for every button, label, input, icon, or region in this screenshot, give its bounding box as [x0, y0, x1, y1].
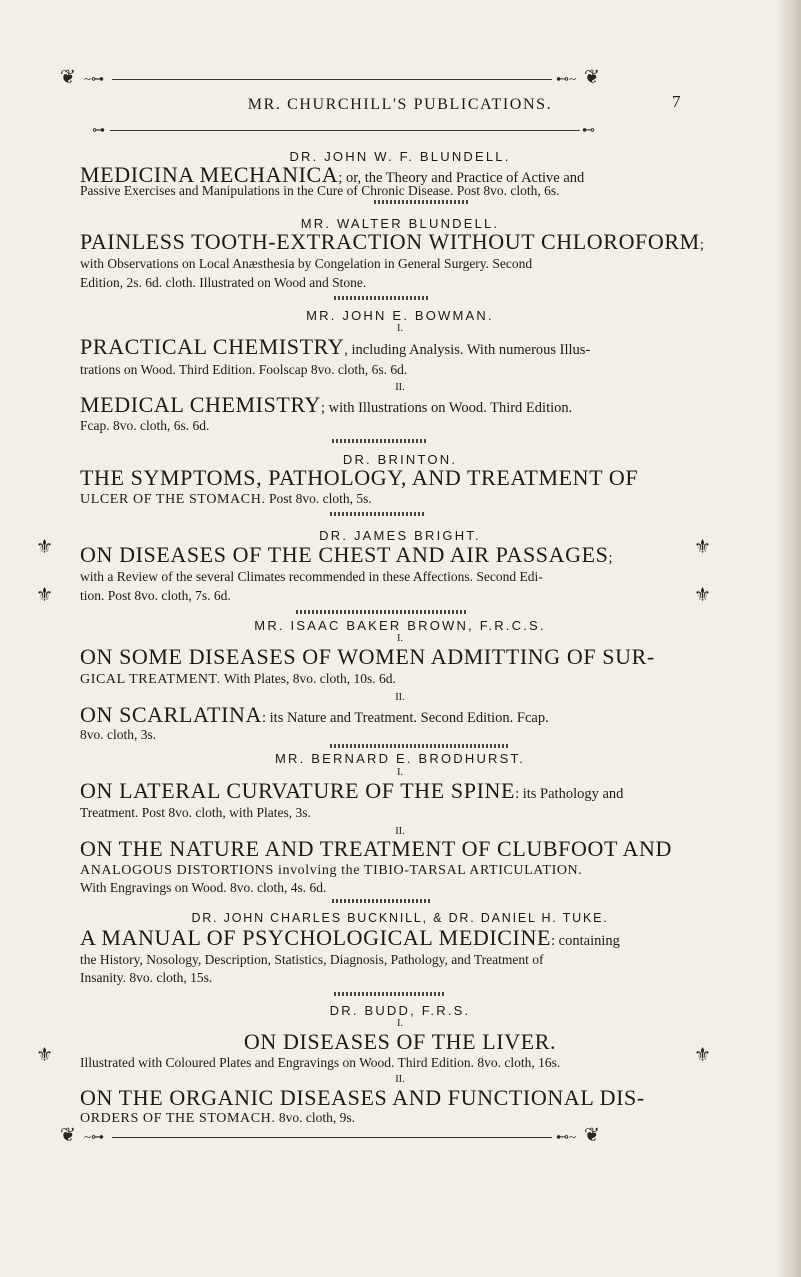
entry-line: [80, 334, 590, 360]
rule-flourish: ⊷: [582, 122, 595, 137]
book-description: trations on Wood. Third Edition. Foolscap 8vo. cloth, 6s. 6d.: [80, 362, 408, 377]
entry-line: [80, 229, 704, 255]
entry-line: [80, 418, 209, 434]
entry-line: [80, 1110, 355, 1127]
entry-line: [80, 1085, 645, 1111]
book-title: ON SOME DISEASES OF WOMEN ADMITTING OF SUR-: [80, 644, 655, 669]
book-description: ;: [608, 550, 613, 566]
separator-rule: [334, 992, 446, 996]
book-title: ON THE ORGANIC DISEASES AND FUNCTIONAL DIS-: [80, 1085, 645, 1110]
entry-line: [80, 588, 231, 604]
author-heading: MR. ISAAC BAKER BROWN, F.R.C.S.: [254, 618, 546, 633]
entry-line: [80, 542, 613, 568]
book-description: Passive Exercises and Manipulations in the Cure of Chronic Disease. Post 8vo. cloth, 6s.: [80, 183, 560, 198]
book-description: ; with Illustrations on Wood. Third Edition.: [321, 400, 573, 416]
rule-flourish: ⊷~: [556, 71, 577, 86]
corner-ornament: ❦: [60, 1125, 76, 1146]
separator-rule: [330, 512, 426, 516]
volume-numeral: I.: [396, 323, 404, 334]
entry-line: [80, 362, 407, 378]
book-description: : its Pathology and: [515, 786, 624, 802]
author-heading: MR. JOHN E. BOWMAN.: [306, 308, 494, 323]
author-heading: MR. WALTER BLUNDELL.: [300, 216, 500, 231]
entry-line: [80, 275, 366, 291]
corner-ornament: ❦: [584, 1125, 600, 1146]
book-title: ON DISEASES OF THE CHEST AND AIR PASSAGES: [80, 542, 609, 567]
book-title: ON LATERAL CURVATURE OF THE SPINE: [80, 778, 516, 803]
running-header: MR. CHURCHILL'S PUBLICATIONS.: [247, 96, 553, 113]
rule-flourish: ⊷~: [556, 1129, 577, 1144]
volume-numeral: II.: [395, 382, 405, 393]
entry-line: [80, 862, 582, 879]
entry-line: [80, 644, 655, 670]
book-description: with a Review of the several Climates recommended in these Affections. Second Edi-: [80, 569, 543, 584]
book-description: : its Nature and Treatment. Second Edition. Fcap.: [261, 710, 549, 726]
volume-numeral: II.: [395, 692, 405, 703]
entry-line: [80, 256, 532, 272]
entry-line: [80, 805, 311, 821]
book-description: : containing: [551, 933, 620, 949]
book-description: With Engravings on Wood. 8vo. cloth, 4s. 6d.: [80, 880, 327, 895]
book-description: , including Analysis. With numerous Illus-: [344, 342, 591, 358]
book-subtitle: ORDERS OF THE STOMACH.: [80, 1111, 276, 1126]
book-title: MEDICINA MECHANICA: [80, 162, 339, 187]
book-description: Illustrated with Coloured Plates and Engravings on Wood. Third Edition. 8vo. cloth, 16s.: [80, 1055, 561, 1070]
rule-flourish: ~⊶: [84, 71, 105, 86]
entry-line: [80, 836, 672, 862]
page-number: 7: [672, 92, 681, 111]
book-description: Treatment. Post 8vo. cloth, with Plates, 3s.: [80, 805, 311, 820]
rule-flourish: ⊶: [92, 122, 105, 137]
side-ornament: ⚜: [694, 1045, 712, 1066]
entry-line: [80, 491, 372, 508]
entry-line: [80, 880, 326, 896]
entry-line: [80, 569, 543, 585]
book-description: 8vo. cloth, 3s.: [80, 727, 157, 742]
entry-line: [0, 1029, 800, 1055]
volume-numeral: II.: [395, 826, 405, 837]
entry-line: [80, 702, 549, 728]
side-ornament: ⚜: [36, 537, 54, 558]
entry-line: [80, 925, 620, 951]
book-description: With Plates, 8vo. cloth, 10s. 6d.: [220, 671, 396, 686]
volume-numeral: II.: [395, 1074, 405, 1085]
volume-numeral: I.: [396, 633, 404, 644]
author-heading: DR. BRINTON.: [342, 452, 458, 467]
entry-line: [80, 465, 638, 491]
book-subtitle: GICAL TREATMENT.: [80, 672, 221, 687]
book-description: Fcap. 8vo. cloth, 6s. 6d.: [80, 418, 210, 433]
separator-rule: [334, 296, 430, 300]
entry-line: [80, 1055, 560, 1071]
separator-rule: [330, 744, 510, 748]
side-ornament: ⚜: [36, 585, 54, 606]
book-description: 8vo. cloth, 9s.: [275, 1110, 355, 1125]
author-heading: DR. JAMES BRIGHT.: [319, 528, 481, 543]
entry-line: [80, 778, 623, 804]
separator-rule: [296, 610, 468, 614]
top-rule: [112, 79, 552, 80]
author-heading: MR. BERNARD E. BRODHURST.: [274, 751, 526, 766]
book-title: PAINLESS TOOTH-EXTRACTION WITHOUT CHLOROFORM: [80, 229, 700, 254]
book-description: Edition, 2s. 6d. cloth. Illustrated on Wood and Stone.: [80, 275, 367, 290]
volume-numeral: I.: [396, 767, 404, 778]
book-description: the History, Nosology, Description, Statistics, Diagnosis, Pathology, and Treatment of: [80, 952, 544, 967]
book-title: PRACTICAL CHEMISTRY: [80, 334, 345, 359]
book-title: MEDICAL CHEMISTRY: [80, 392, 322, 417]
separator-rule: [374, 200, 470, 204]
book-title: ON SCARLATINA: [80, 702, 262, 727]
author-heading: DR. BUDD, F.R.S.: [329, 1003, 471, 1018]
separator-rule: [332, 439, 428, 443]
book-description: ;: [699, 237, 704, 253]
book-title: A MANUAL OF PSYCHOLOGICAL MEDICINE: [80, 925, 552, 950]
side-ornament: ⚜: [36, 1045, 54, 1066]
entry-line: [80, 671, 396, 688]
book-title: ON DISEASES OF THE LIVER.: [243, 1029, 557, 1054]
rule-flourish: ~⊶: [84, 1129, 105, 1144]
author-heading: DR. JOHN CHARLES BUCKNILL, & DR. DANIEL H. TUKE.: [191, 911, 609, 925]
entry-line: [80, 970, 212, 986]
header-rule: [110, 130, 580, 131]
book-subtitle: ULCER OF THE STOMACH.: [80, 492, 266, 507]
book-description: tion. Post 8vo. cloth, 7s. 6d.: [80, 588, 231, 603]
book-title: ON THE NATURE AND TREATMENT OF CLUBFOOT AND: [80, 836, 672, 861]
entry-line: [80, 392, 572, 418]
corner-ornament: ❦: [584, 67, 600, 88]
corner-ornament: ❦: [60, 67, 76, 88]
book-description: with Observations on Local Anæsthesia by Congelation in General Surgery. Second: [80, 256, 533, 271]
volume-numeral: I.: [396, 1018, 404, 1029]
entry-line: [80, 952, 543, 968]
book-title: THE SYMPTOMS, PATHOLOGY, AND TREATMENT OF: [80, 465, 639, 490]
book-subtitle: ANALOGOUS DISTORTIONS involving the TIBIO-TARSAL ARTICULATION.: [80, 863, 583, 878]
entry-line: [80, 727, 156, 743]
side-ornament: ⚜: [694, 585, 712, 606]
book-description: ; or, the Theory and Practice of Active and: [338, 170, 585, 186]
entry-line: [80, 183, 560, 199]
separator-rule: [332, 899, 432, 903]
book-description: Insanity. 8vo. cloth, 15s.: [80, 970, 213, 985]
book-description: Post 8vo. cloth, 5s.: [265, 491, 372, 506]
side-ornament: ⚜: [694, 537, 712, 558]
bottom-rule: [112, 1137, 552, 1138]
author-heading: DR. JOHN W. F. BLUNDELL.: [289, 149, 511, 164]
